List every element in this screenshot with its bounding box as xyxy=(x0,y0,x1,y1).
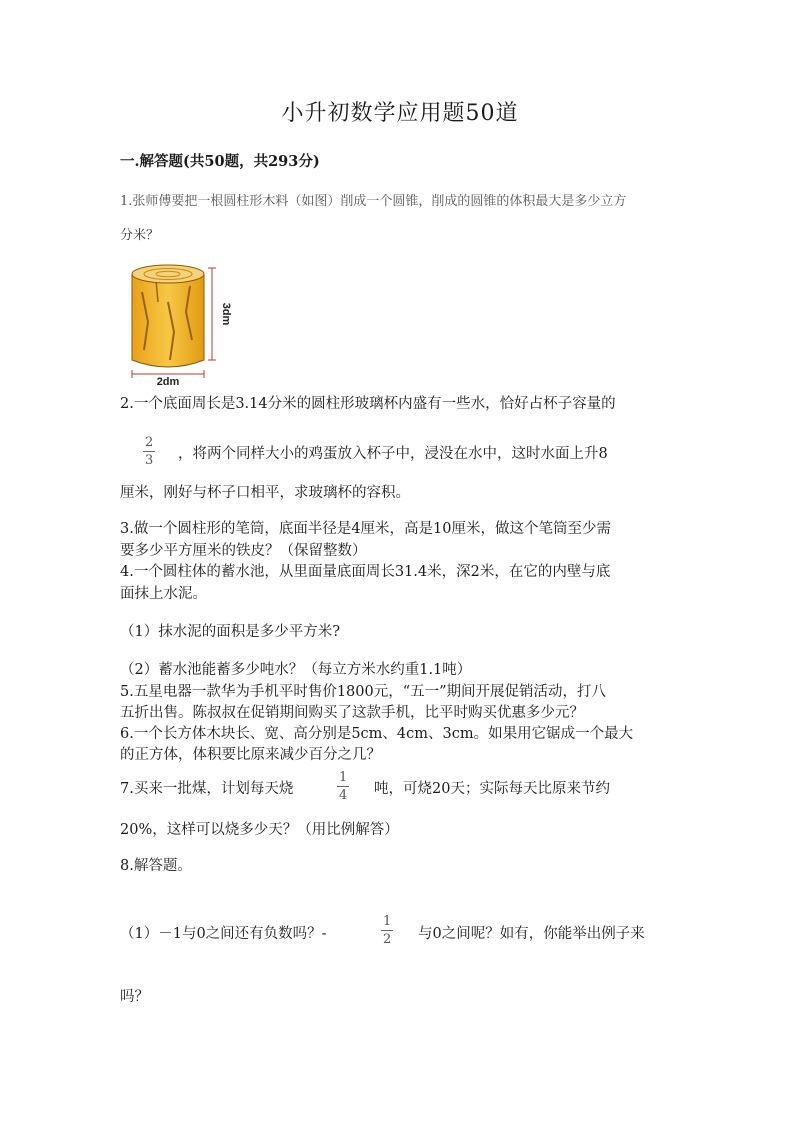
q8-line1: 8.解答题。 xyxy=(120,858,192,874)
q8-sub1a: （1）－1与0之间还有负数吗？- xyxy=(120,926,327,942)
q8-sub1c: 吗？ xyxy=(120,989,149,1005)
q2-frac-den: 3 xyxy=(145,453,154,468)
q7-line1a: 7.买来一批煤，计划每天烧 xyxy=(120,781,294,797)
q2-line2: ，将两个同样大小的鸡蛋放入杯子中，浸没在水中，这时水面上升8 xyxy=(178,446,608,462)
q8-frac-den: 2 xyxy=(383,932,392,947)
q7-fraction xyxy=(337,771,349,802)
q5-line2: 五折出售。陈叔叔在促销期间购买了这款手机，比平时购买优惠多少元？ xyxy=(120,705,584,721)
q7-line2: 20%，这样可以烧多少天？（用比例解答） xyxy=(120,822,399,838)
q7-frac-num: 1 xyxy=(339,770,348,785)
q8-sub1b: 与0之间呢？如有，你能举出例子来 xyxy=(418,926,645,942)
q4-sub1: （1）抹水泥的面积是多少平方米? xyxy=(120,624,340,640)
q6-line1: 6.一个长方体木块长、宽、高分别是5cm、4cm、3cm。如果用它锯成一个最大 xyxy=(120,726,634,742)
wood-log-figure xyxy=(128,262,234,386)
q5-line1: 5.五星电器一款华为手机平时售价1800元，“五一”期间开展促销活动，打八 xyxy=(120,684,607,700)
q7-frac-den: 4 xyxy=(339,788,348,803)
q4-line1: 4.一个圆柱体的蓄水池，从里面量底面周长31.4米，深2米，在它的内壁与底 xyxy=(120,564,611,580)
q3-line1: 3.做一个圆柱形的笔筒，底面半径是4厘米，高是10厘米，做这个笔筒至少需 xyxy=(120,521,612,537)
section-heading: 一.解答题(共50题，共293分) xyxy=(120,153,320,170)
q3-line2: 要多少平方厘米的铁皮？（保留整数） xyxy=(120,543,367,559)
q4-line2: 面抹上水泥。 xyxy=(120,586,207,602)
q1-line2: 分米？ xyxy=(120,228,160,243)
diameter-label: 2dm xyxy=(156,376,180,386)
q2-line3: 厘米，刚好与杯子口相平，求玻璃杯的容积。 xyxy=(120,485,410,501)
page-title: 小升初数学应用题50道 xyxy=(281,101,519,126)
q2-frac-num: 2 xyxy=(145,435,154,450)
q4-sub2: （2）蓄水池能蓄多少吨水？（每立方米水约重1.1吨） xyxy=(120,662,472,678)
q1-line1: 1.张师傅要把一根圆柱形木料（如图）削成一个圆锥，削成的圆锥的体积最大是多少立方 xyxy=(120,194,627,209)
q2-fraction xyxy=(143,436,155,467)
q8-frac-num: 1 xyxy=(383,914,392,929)
q7-line1b: 吨，可烧20天；实际每天比原来节约 xyxy=(374,781,610,797)
q6-line2: 的正方体，体积要比原来减少百分之几？ xyxy=(120,747,381,763)
q8-fraction xyxy=(381,915,393,946)
q2-line1: 2.一个底面周长是3.14分米的圆柱形玻璃杯内盛有一些水，恰好占杯子容量的 xyxy=(120,396,616,412)
height-label: 3dm xyxy=(220,302,232,326)
